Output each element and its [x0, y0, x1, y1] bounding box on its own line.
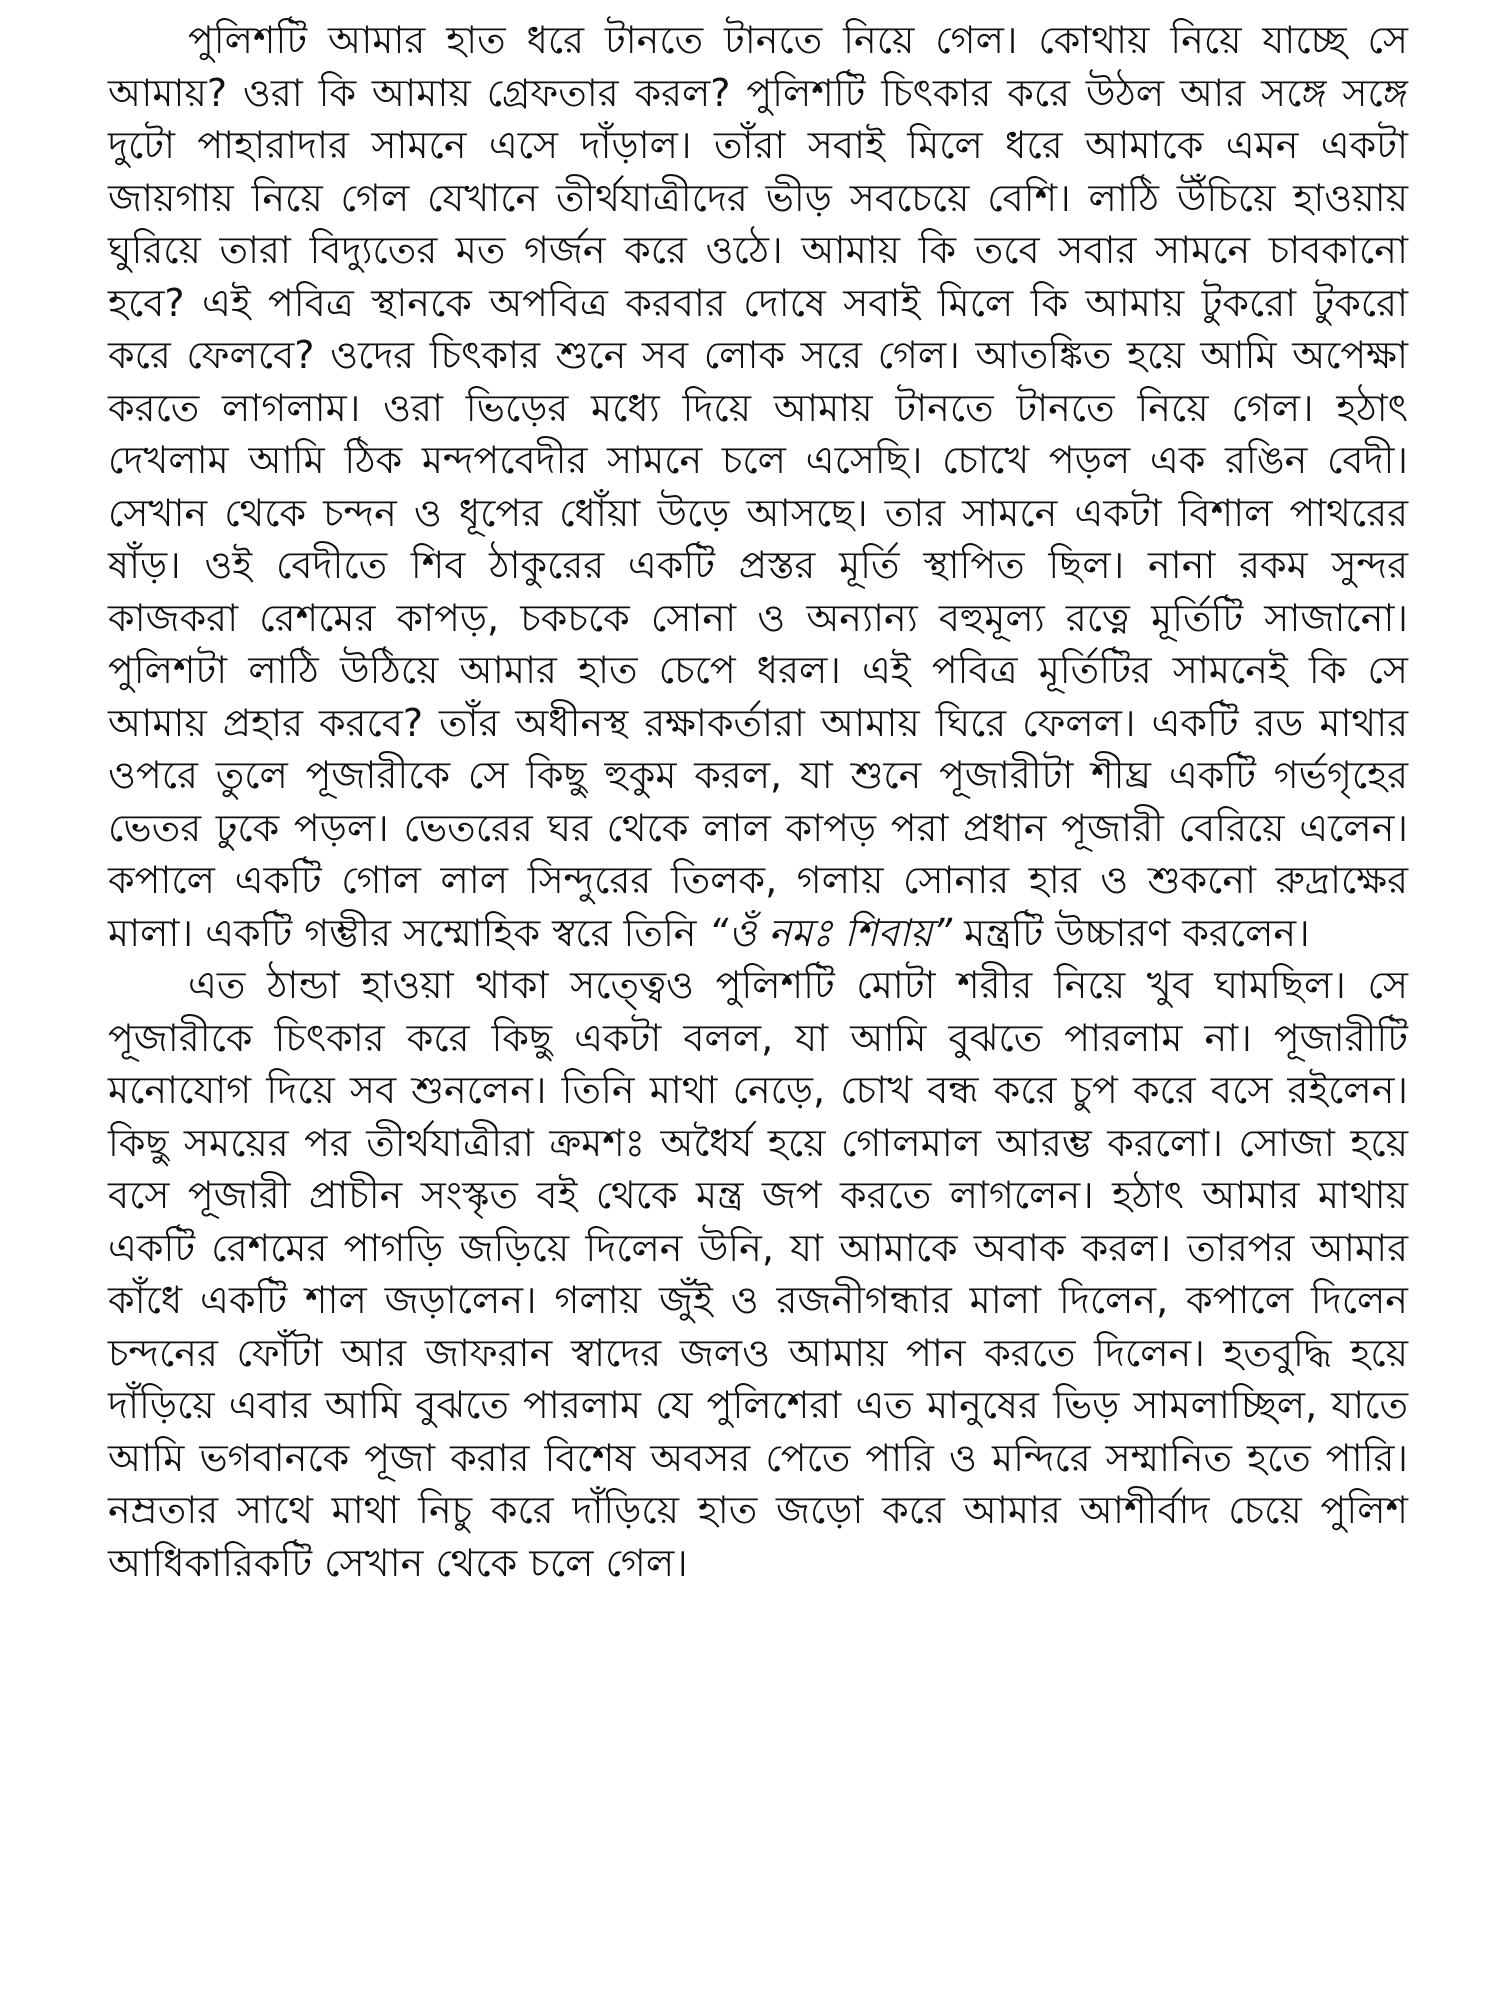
paragraph-1-text: পুলিশটি আমার হাত ধরে টানতে টানতে নিয়ে গেল। কোথায় নিয়ে যাচ্ছে সে আমায়? ওরা কি আমায় গ্রেফতার করল? পুলিশটি চিৎকার করে উঠল আর সঙ্গে সঙ্গে দুটো পাহারাদার সামনে এসে দাঁড়াল। তাঁরা সবাই মিলে ধরে আমাকে এমন একটা জায়গায় নিয়ে গেল যেখানে তীর্থযাত্রীদের ভীড় সবচেয়ে বেশি। লাঠি উঁচিয়ে হাওয়ায় ঘুরিয়ে তারা বিদ্যুতের মত গর্জন করে ওঠে। আমায় কি তবে সবার সামনে চাবকানো হবে? এই পবিত্র স্থানকে অপবিত্র করবার দোষে সবাই মিলে কি আমায় টুকরো টুকরো করে ফেলবে? ওদের চিৎকার শুনে সব লোক সরে গেল। আতঙ্কিত হয়ে আমি অপেক্ষা করতে লাগলাম। ওরা ভিড়ের মধ্যে দিয়ে আমায় টানতে টানতে নিয়ে গেল। হঠাৎ দেখলাম আমি ঠিক মন্দপবেদীর সামনে চলে এসেছি। চোখে পড়ল এক রঙিন বেদী। সেখান থেকে চন্দন ও ধূপের ধোঁয়া উড়ে আসছে। তার সামনে একটা বিশাল পাথরের ষাঁড়। ওই বেদীতে শিব ঠাকুরের একটি প্রস্তর মূর্তি স্থাপিত ছিল। নানা রকম সুন্দর কাজকরা রেশমের কাপড়, চকচকে সোনা ও অন্যান্য বহুমূল্য রত্নে মূর্তিটি সাজানো। পুলিশটা লাঠি উঠিয়ে আমার হাত চেপে ধরল। এই পবিত্র মূর্তিটির সামনেই কি সে আমায় প্রহার করবে? তাঁর অধীনস্থ রক্ষাকর্তারা আমায় ঘিরে ফেলল। একটি রড মাথার ওপরে তুলে পূজারীকে সে কিছু হুকুম করল, যা শুনে পূজারীটা শীঘ্র একটি গর্ভগৃহের ভেতর ঢুকে পড়ল। ভেতরের ঘর থেকে লাল কাপড় পরা প্রধান পূজারী বেরিয়ে এলেন। কপালে একটি গোল লাল সিন্দুরের তিলক, গলায় সোনার হার ও শুকনো রুদ্রাক্ষের মালা। একটি গম্ভীর সম্মোহিক স্বরে তিনি — [108, 18, 1408, 955]
paragraph-2: এত ঠান্ডা হাওয়া থাকা সত্ত্বেও পুলিশটি মোটা শরীর নিয়ে খুব ঘামছিল। সে পূজারীকে চিৎকার করে কিছু একটা বলল, যা আমি বুঝতে পারলাম না। পূজারীটি মনোযোগ দিয়ে সব শুনলেন। তিনি মাথা নেড়ে, চোখ বন্ধ করে চুপ করে বসে রইলেন। কিছু সময়ের পর তীর্থযাত্রীরা ক্রমশঃ অধৈর্য হয়ে গোলমাল আরম্ভ করলো। সোজা হয়ে বসে পূজারী প্রাচীন সংস্কৃত বই থেকে মন্ত্র জপ করতে লাগলেন। হঠাৎ আমার মাথায় একটি রেশমের পাগড়ি জড়িয়ে দিলেন উনি, যা আমাকে অবাক করল। তারপর আমার কাঁধে একটি শাল জড়ালেন। গলায় জুঁই ও রজনীগন্ধার মালা দিলেন, কপালে দিলেন চন্দনের ফোঁটা আর জাফরান স্বাদের জলও আমায় পান করতে দিলেন। হতবুদ্ধি হয়ে দাঁড়িয়ে এবার আমি বুঝতে পারলাম যে পুলিশেরা এত মানুষের ভিড় সামলাচ্ছিল, যাতে আমি ভগবানকে পূজা করার বিশেষ অবসর পেতে পারি ও মন্দিরে সম্মানিত হতে পারি। নম্রতার সাথে মাথা নিচু করে দাঁড়িয়ে হাত জড়ো করে আমার আশীর্বাদ চেয়ে পুলিশ আধিকারিকটি সেখান থেকে চলে গেল। — [108, 963, 1408, 1585]
paragraph-1 — [108, 14, 1408, 959]
document-page — [108, 14, 1408, 1589]
mantra-quote: “ওঁ নমঃ শিবায়” — [708, 910, 953, 955]
paragraph-1-ending: মন্ত্রটি উচ্চারণ করলেন। — [952, 910, 1310, 955]
